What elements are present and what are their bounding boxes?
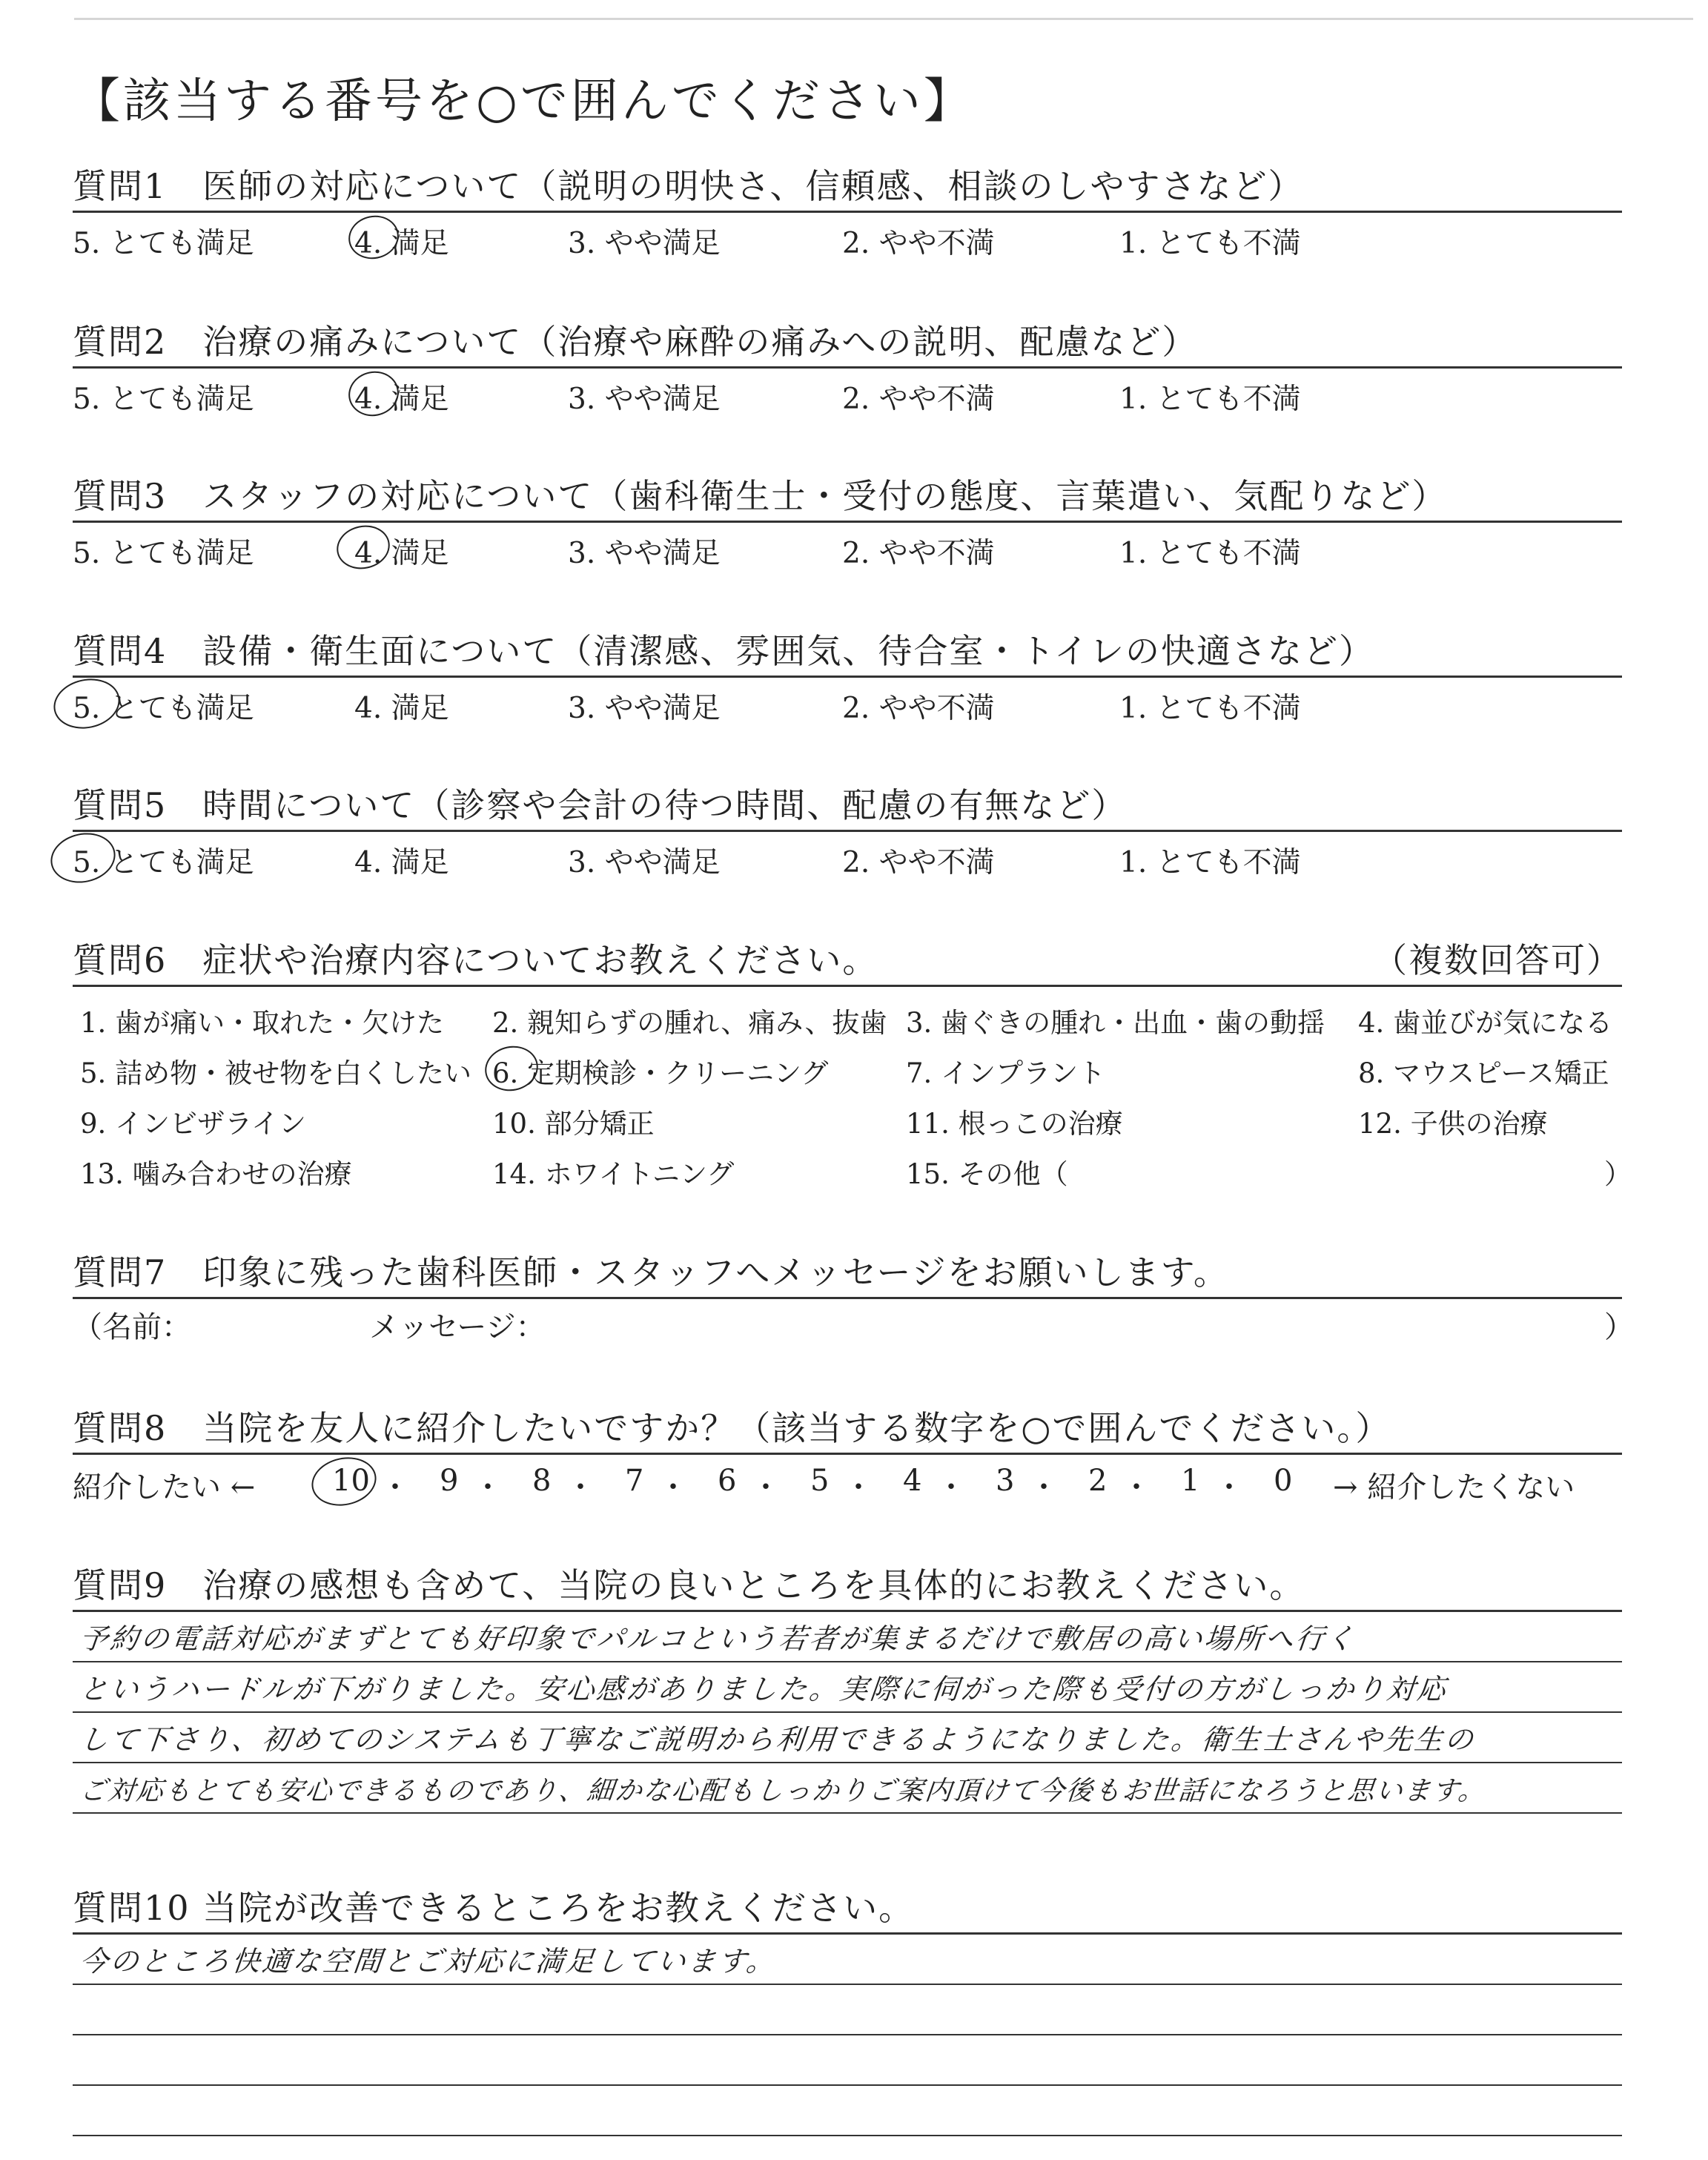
question-5 xyxy=(73,781,1622,879)
scale-1[interactable]: 1 xyxy=(1181,1464,1200,1498)
option-3[interactable]: 3. やや満足 xyxy=(568,692,721,725)
satisfaction-options xyxy=(73,835,1622,879)
answer-line xyxy=(73,2086,1622,2136)
multi-answer-note: （複数回答可） xyxy=(1373,940,1622,980)
option-1[interactable]: 1. とても不満 xyxy=(1119,537,1301,570)
scale-dot: ・ xyxy=(844,1470,873,1505)
message-row xyxy=(73,1299,1634,1344)
option-2[interactable]: 2. やや不満 xyxy=(842,537,995,570)
recommend-scale xyxy=(73,1458,1622,1505)
question-7 xyxy=(73,1248,1634,1344)
question-title xyxy=(73,936,1622,985)
option-2[interactable]: 2. やや不満 xyxy=(842,227,995,260)
option-5[interactable]: 5. とても満足 xyxy=(73,692,254,725)
scale-9[interactable]: 9 xyxy=(440,1464,459,1498)
message-label: メッセージ： xyxy=(369,1310,546,1344)
option-5[interactable]: 5. とても満足 xyxy=(73,383,254,416)
satisfaction-options xyxy=(73,216,1622,260)
handwritten-answer: して下さり、初めてのシステムも丁寧なご説明から利用できるようになりました。衛生士さんや先生の xyxy=(78,1723,1477,1756)
question-10 xyxy=(73,1883,1622,2136)
scale-7[interactable]: 7 xyxy=(625,1464,644,1498)
answer-line xyxy=(73,1662,1622,1713)
name-label: （名前： xyxy=(73,1310,191,1344)
scale-6[interactable]: 6 xyxy=(718,1464,737,1498)
handwritten-answer: ご対応もとても安心できるものであり、細かな心配もしっかりご案内頂けて今後もお世話になろうと思います。 xyxy=(78,1776,1488,1806)
question-title: 質問3 スタッフの対応について（歯科衛生士・受付の態度、言葉遣い、気配りなど） xyxy=(73,476,1448,516)
option-1[interactable]: 1. とても不満 xyxy=(1119,227,1301,260)
treatment-item[interactable]: 4. 歯並びが気になる xyxy=(1358,1007,1613,1039)
scale-10[interactable]: 10 xyxy=(332,1464,370,1498)
question-8 xyxy=(73,1404,1622,1505)
scale-dot: ・ xyxy=(380,1470,410,1505)
treatment-item[interactable]: 5. 詰め物・被せ物を白くしたい xyxy=(80,1057,472,1089)
scale-dot: ・ xyxy=(936,1470,966,1505)
treatment-item[interactable]: 14. ホワイトニング xyxy=(492,1158,735,1190)
handwritten-answer: 今のところ快適な空間とご対応に満足しています。 xyxy=(78,1945,778,1978)
scale-dot: ・ xyxy=(566,1470,595,1505)
scale-4[interactable]: 4 xyxy=(903,1464,922,1498)
question-3 xyxy=(73,472,1622,570)
scale-dot: ・ xyxy=(1214,1470,1244,1505)
satisfaction-options xyxy=(73,371,1622,416)
option-3[interactable]: 3. やや満足 xyxy=(568,227,721,260)
treatment-item[interactable]: 12. 子供の治療 xyxy=(1358,1108,1548,1140)
option-5[interactable]: 5. とても満足 xyxy=(73,227,254,260)
option-2[interactable]: 2. やや不満 xyxy=(842,692,995,725)
answer-line xyxy=(73,1763,1622,1814)
question-title: 質問2 治療の痛みについて（治療や麻酔の痛みへの説明、配慮など） xyxy=(73,322,1198,362)
answer-line xyxy=(73,1713,1622,1763)
treatment-item[interactable]: 3. 歯ぐきの腫れ・出血・歯の動揺 xyxy=(906,1007,1325,1039)
divider xyxy=(73,211,1622,213)
question-6 xyxy=(73,936,1632,1190)
scale-5[interactable]: 5 xyxy=(810,1464,830,1498)
answer-line xyxy=(73,1612,1622,1662)
question-9 xyxy=(73,1561,1622,1814)
question-6-title: 質問6 症状や治療内容についてお教えください。 xyxy=(73,940,878,980)
option-2[interactable]: 2. やや不満 xyxy=(842,846,995,879)
scale-dot: ・ xyxy=(658,1470,688,1505)
page-header: 【該当する番号を○で囲んでください】 xyxy=(73,74,974,129)
divider xyxy=(73,366,1622,369)
divider xyxy=(73,676,1622,678)
scale-dot: ・ xyxy=(473,1470,503,1505)
message-close: ） xyxy=(1604,1310,1634,1344)
option-3[interactable]: 3. やや満足 xyxy=(568,846,721,879)
option-5[interactable]: 5. とても満足 xyxy=(73,846,254,879)
question-1 xyxy=(73,162,1622,260)
top-border xyxy=(74,18,1693,20)
option-1[interactable]: 1. とても不満 xyxy=(1119,383,1301,416)
treatment-item[interactable]: 8. マウスピース矯正 xyxy=(1358,1057,1609,1089)
scale-dot: ・ xyxy=(1122,1470,1151,1505)
divider xyxy=(73,1453,1622,1455)
handwritten-answer: というハードルが下がりました。安心感がありました。実際に伺がった際も受付の方がしっかり対応 xyxy=(78,1673,1449,1705)
question-title: 質問8 当院を友人に紹介したいですか？（該当する数字を○で囲んでください。） xyxy=(73,1408,1391,1448)
treatment-item[interactable]: 6. 定期検診・クリーニング xyxy=(492,1057,829,1089)
question-4 xyxy=(73,627,1622,725)
question-title: 質問9 治療の感想も含めて、当院の良いところを具体的にお教えください。 xyxy=(73,1561,1622,1612)
option-4[interactable]: 4. 満足 xyxy=(354,383,449,416)
question-title: 質問10 当院が改善できるところをお教えください。 xyxy=(73,1883,1622,1935)
treatment-item[interactable]: 10. 部分矯正 xyxy=(492,1108,655,1140)
treatment-item[interactable]: 2. 親知らずの腫れ、痛み、抜歯 xyxy=(492,1007,887,1039)
option-2[interactable]: 2. やや不満 xyxy=(842,383,995,416)
question-title: 質問1 医師の対応について（説明の明快さ、信頼感、相談のしやすさなど） xyxy=(73,166,1304,206)
scale-left-label: 紹介したい ← xyxy=(73,1470,256,1505)
scale-8[interactable]: 8 xyxy=(532,1464,552,1498)
scale-dot: ・ xyxy=(1029,1470,1059,1505)
answer-line xyxy=(73,2035,1622,2086)
question-title: 質問5 時間について（診察や会計の待つ時間、配慮の有無など） xyxy=(73,785,1128,825)
option-1[interactable]: 1. とても不満 xyxy=(1119,692,1301,725)
handwritten-answer: 予約の電話対応がまずとても好印象でパルコという若者が集まるだけで敷居の高い場所へ行く xyxy=(78,1622,1358,1655)
option-4[interactable]: 4. 満足 xyxy=(354,537,449,570)
answer-line xyxy=(73,1935,1622,1985)
divider xyxy=(73,521,1622,523)
answer-line xyxy=(73,1985,1622,2035)
scale-0[interactable]: 0 xyxy=(1274,1464,1293,1498)
scale-3[interactable]: 3 xyxy=(996,1464,1015,1498)
satisfaction-options xyxy=(73,681,1622,725)
treatment-item[interactable]: 9. インビザライン xyxy=(80,1108,306,1140)
scale-right-label: → 紹介したくない xyxy=(1333,1470,1575,1505)
option-3[interactable]: 3. やや満足 xyxy=(568,537,721,570)
treatment-item[interactable]: 15. その他（ xyxy=(906,1158,1068,1190)
option-4[interactable]: 4. 満足 xyxy=(354,227,449,260)
question-title: 質問4 設備・衛生面について（清潔感、雰囲気、待合室・トイレの快適さなど） xyxy=(73,631,1375,671)
question-title: 質問7 印象に残った歯科医師・スタッフへメッセージをお願いします。 xyxy=(73,1252,1229,1292)
scale-dot: ・ xyxy=(751,1470,781,1505)
option-1[interactable]: 1. とても不満 xyxy=(1119,846,1301,879)
treatment-item[interactable]: 7. インプラント xyxy=(906,1057,1106,1089)
treatment-item[interactable]: 11. 根っこの治療 xyxy=(906,1108,1123,1140)
other-close-paren: ） xyxy=(1604,1158,1632,1190)
scale-2[interactable]: 2 xyxy=(1088,1464,1108,1498)
option-5[interactable]: 5. とても満足 xyxy=(73,537,254,570)
question-2 xyxy=(73,317,1622,416)
treatment-item[interactable]: 13. 噛み合わせの治療 xyxy=(80,1158,352,1190)
option-3[interactable]: 3. やや満足 xyxy=(568,383,721,416)
satisfaction-options xyxy=(73,526,1622,570)
treatment-options xyxy=(73,987,1632,1190)
divider xyxy=(73,830,1622,832)
option-4[interactable]: 4. 満足 xyxy=(354,846,449,879)
option-4[interactable]: 4. 満足 xyxy=(354,692,449,725)
treatment-item[interactable]: 1. 歯が痛い・取れた・欠けた xyxy=(80,1007,445,1039)
